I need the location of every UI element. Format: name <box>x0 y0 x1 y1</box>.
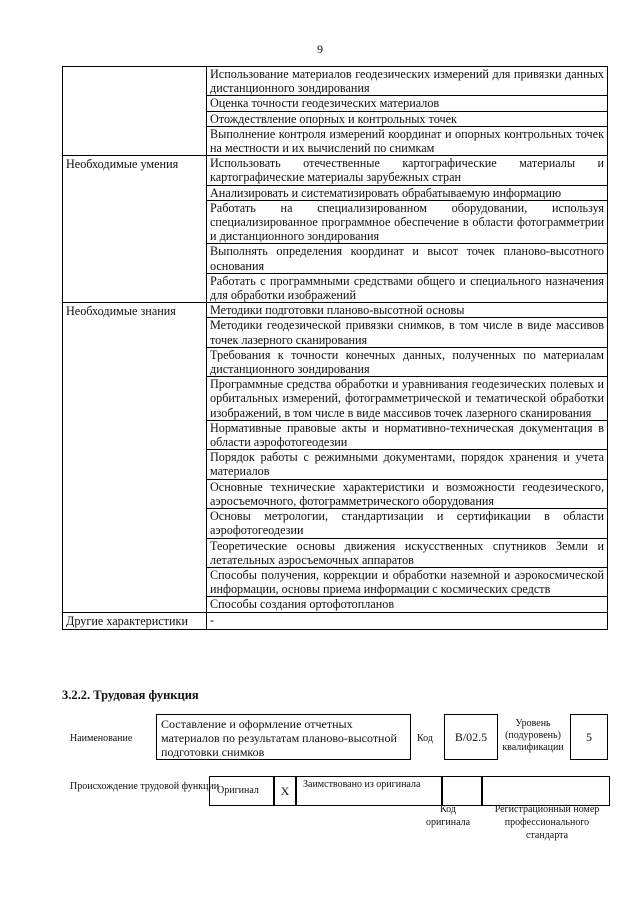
table-row <box>63 156 608 185</box>
table-cell: Использование материалов геодезических измерений для привязки данных дистанционного зондирования <box>207 67 608 96</box>
table-cell: Порядок работы с режимными документами, порядок хранения и учета материалов <box>207 450 608 479</box>
page-number: 9 <box>317 42 323 56</box>
category-cell <box>63 67 207 156</box>
table-row <box>63 612 608 629</box>
table-cell: Методики геодезической привязки снимков, в том числе в виде массивов точек лазерного сканирования <box>207 318 608 347</box>
name-label: Наименование <box>70 733 133 744</box>
table-cell: Выполнять определения координат и высот точек планово-высотного основания <box>207 244 608 273</box>
table-cell: Программные средства обработки и уравнивания геодезических полевых и орбитальных измерений, фотограмметрической и тематической обработки изображений, в том числе в виде массивов точек лазерного сканирования <box>207 377 608 421</box>
table-row <box>63 67 608 96</box>
table-cell: Требования к точности конечных данных, полученных по материалам дистанционного зондирования <box>207 347 608 376</box>
table-row <box>63 303 608 318</box>
original-box: Оригинал <box>209 776 274 806</box>
table-cell: Способы получения, коррекции и обработки наземной и аэрокосмической информации, основы приема информации с космических средств <box>207 567 608 596</box>
table-cell: Основные технические характеристики и возможности геодезического, аэросъемочного, фотограмметрического оборудования <box>207 479 608 508</box>
borrowed-box: Заимствовано из оригинала <box>296 776 442 806</box>
origin-label: Происхождение трудовой функции <box>70 781 220 792</box>
code-label: Код <box>417 733 433 744</box>
table-cell: Работать с программными средствами общего и специального назначения для обработки изображений <box>207 273 608 302</box>
function-code-box: B/02.5 <box>444 714 498 760</box>
table-cell: Отождествление опорных и контрольных точек <box>207 111 608 126</box>
category-skills: Необходимые умения <box>63 156 207 303</box>
table-cell: Анализировать и систематизировать обрабатываемую информацию <box>207 185 608 200</box>
table-cell: Выполнение контроля измерений координат и опорных контрольных точек на местности и их вычислений по снимкам <box>207 126 608 155</box>
table-cell: Использовать отечественные картографические материалы и картографические материалы зарубежных стран <box>207 156 608 185</box>
table-cell: - <box>207 612 608 629</box>
code-original-label: Код оригинала <box>425 804 471 828</box>
table-cell: Способы создания ортофотопланов <box>207 597 608 612</box>
table-cell: Основы метрологии, стандартизации и сертификации в области аэрофотогеодезии <box>207 509 608 538</box>
level-label: Уровень (подуровень) квалификации <box>502 718 564 753</box>
table-cell: Методики подготовки планово-высотной основы <box>207 303 608 318</box>
requirements-table <box>62 66 608 630</box>
section-title: 3.2.2. Трудовая функция <box>62 688 199 702</box>
category-other: Другие характеристики <box>63 612 207 629</box>
table-cell: Работать на специализированном оборудовании, используя специализированное программное обеспечение в области фотограмметрии и дистанционного зондирования <box>207 200 608 244</box>
table-cell: Нормативные правовые акты и нормативно-техническая документация в области аэрофотогеодезии <box>207 420 608 449</box>
reg-number-box <box>482 776 610 806</box>
category-knowledge: Необходимые знания <box>63 303 207 612</box>
function-name-box: Составление и оформление отчетных материалов по результатам планово-высотной подготовки снимков <box>156 714 411 760</box>
table-cell: Теоретические основы движения искусственных спутников Земли и летательных аэросъемочных аппаратов <box>207 538 608 567</box>
reg-number-label: Регистрационный номер профессионального стандарта <box>494 804 600 841</box>
level-box: 5 <box>570 714 608 760</box>
table-cell: Оценка точности геодезических материалов <box>207 96 608 111</box>
code-original-box <box>442 776 482 806</box>
original-mark-box: X <box>274 776 296 806</box>
